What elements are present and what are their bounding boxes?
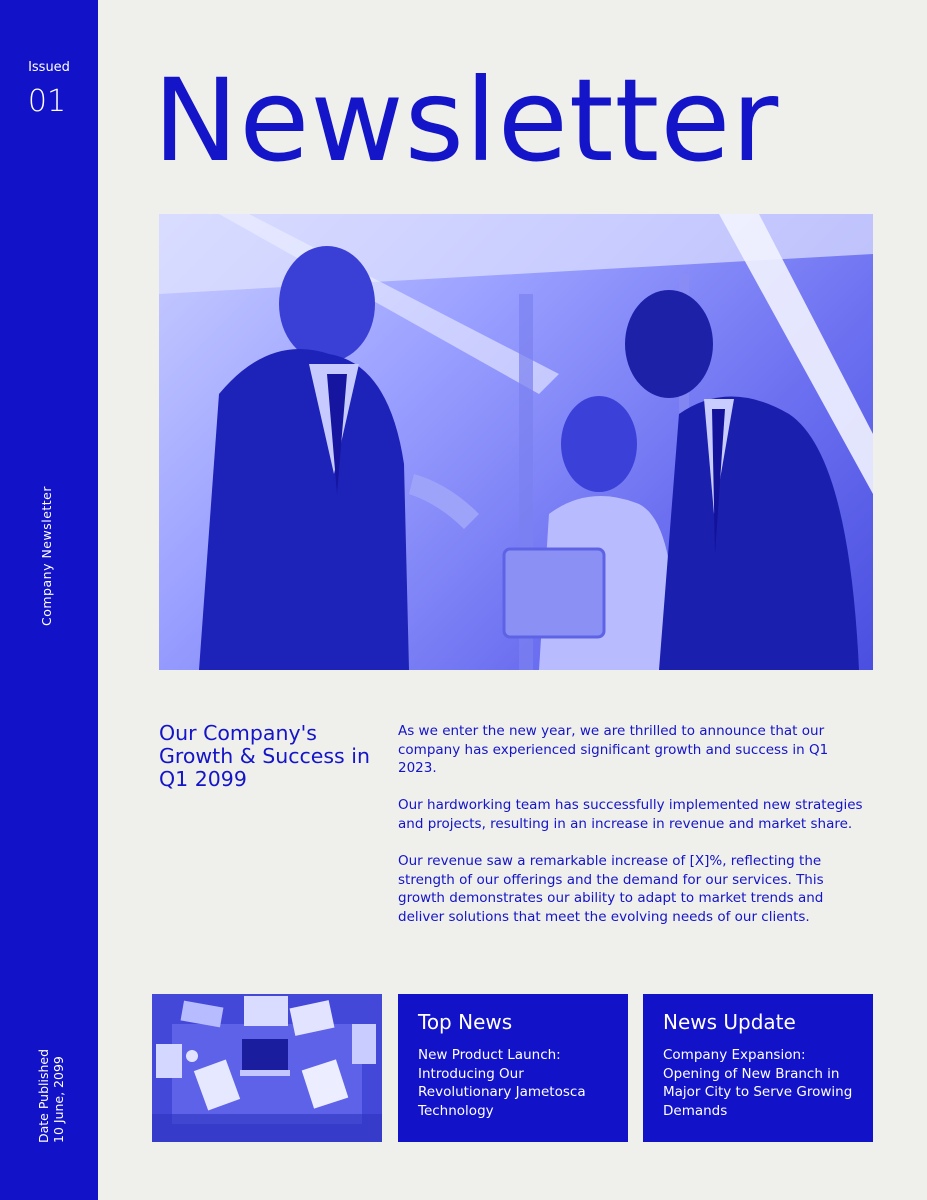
top-news-body: New Product Launch: Introducing Our Revolutionary Jametosca Technology bbox=[418, 1047, 586, 1119]
date-published-value: 10 June, 2099 bbox=[51, 1056, 66, 1143]
article-headline: Our Company's Growth & Success in Q1 2099 bbox=[159, 721, 370, 791]
article-paragraph: Our hardworking team has successfully implemented new strategies and projects, resulting in an increase in revenue and market share. bbox=[398, 797, 863, 832]
issued-label: Issued bbox=[28, 60, 70, 75]
date-published-label: Date Published bbox=[36, 1048, 51, 1143]
hero-photo bbox=[159, 214, 873, 670]
company-newsletter-label: Company Newsletter bbox=[39, 485, 54, 626]
news-update-card bbox=[643, 994, 873, 1142]
issue-number: 01 bbox=[27, 84, 67, 119]
news-update-body: Company Expansion: Opening of New Branch in Major City to Serve Growing Demands bbox=[663, 1047, 853, 1119]
article-paragraph: As we enter the new year, we are thrilled to announce that our company has experienced significant growth and success in Q1 2023. bbox=[398, 723, 829, 777]
article-paragraph: Our revenue saw a remarkable increase of [X]%, reflecting the strength of our offerings and the demand for our services. This growth demonstrates our ability to adapt to market trends and deliver solutions that meet the evolving needs of our clients. bbox=[398, 853, 824, 925]
sidebar bbox=[0, 0, 98, 1200]
news-update-title: News Update bbox=[663, 1010, 796, 1034]
top-news-title: Top News bbox=[418, 1010, 513, 1034]
page-title: Newsletter bbox=[153, 54, 780, 187]
article-body bbox=[398, 722, 868, 945]
top-news-card bbox=[398, 994, 628, 1142]
meeting-desk-photo bbox=[152, 994, 382, 1142]
